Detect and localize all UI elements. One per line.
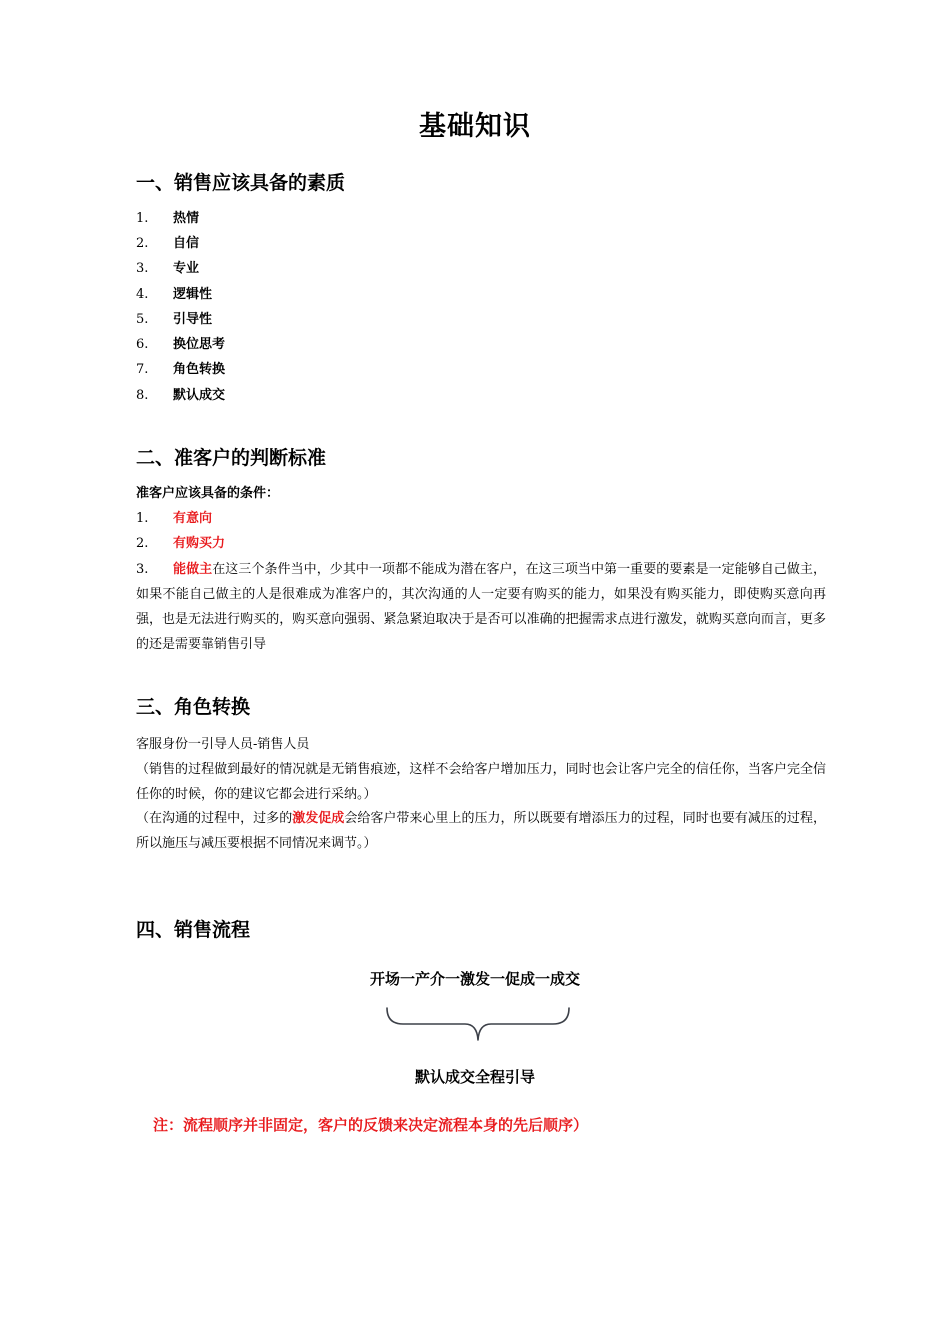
list-text: 角色转换 [173, 362, 226, 377]
list-number: 3. [136, 562, 149, 577]
curly-brace-icon [385, 1006, 571, 1044]
list-number: 1. [136, 511, 149, 526]
section2-heading: 二、准客户的判断标准 [136, 447, 327, 469]
list-number: 8. [136, 388, 149, 403]
list-number: 5. [136, 312, 149, 327]
list-number: 2. [136, 536, 149, 551]
section3-line1: 客服身份一引导人员-销售人员 [136, 737, 310, 752]
section4-heading: 四、销售流程 [136, 919, 251, 941]
section3-paragraph-2 [136, 806, 826, 856]
list-item [136, 534, 225, 554]
list-text-highlight: 有意向 [173, 511, 213, 526]
list-number: 7. [136, 362, 149, 377]
section2-lead: 准客户应该具备的条件： [136, 486, 280, 501]
section3-paragraph-1: （销售的过程做到最好的情况就是无销售痕迹，这样不会给客户增加压力，同时也会让客户完全的信任你，当客户完全信任你的时候，你的建议它都会进行采纳。） [136, 762, 826, 802]
list-item [136, 259, 199, 279]
sales-flow: 开场一产介一激发一促成一成交 [369, 970, 580, 988]
list-text: 逻辑性 [173, 287, 213, 302]
list-text: 默认成交 [173, 388, 226, 403]
paragraph-text: （在沟通的过程中，过多的 [136, 811, 293, 826]
paragraph-text: 在这三个条件当中，少其中一项都不能成为潜在客户，在这三项当中第一重要的要素是一定能够自己做主，如果不能自己做主的人是很难成为准客户的，其次沟通的人一定要有购买的能力，如果没有购买能力，即使购买意向再强，也是无法进行购买的，购买意向强弱、紧急紧迫取决于是否可以准确的把握需求点进行激发，就购买意向而言，更多的还是需要靠销售引导 [136, 562, 826, 652]
paragraph-text: 会给客户带来心里上的压力，所以既要有增添压力的过程，同时也要有减压的过程，所以施压与减压要根据不同情况来调节。） [136, 811, 826, 851]
page-title: 基础知识 [419, 111, 531, 142]
list-number: 1. [136, 211, 149, 226]
list-item [136, 285, 212, 305]
list-text: 专业 [173, 261, 200, 276]
list-text-highlight: 有购买力 [173, 536, 226, 551]
flow-note: 注：流程顺序并非固定，客户的反馈来决定流程本身的先后顺序） [153, 1116, 589, 1134]
list-text: 热情 [173, 211, 200, 226]
list-number: 6. [136, 337, 149, 352]
list-item [136, 386, 225, 406]
list-item [136, 509, 212, 529]
list-item [136, 310, 212, 330]
section2-item3-paragraph [136, 557, 826, 657]
section1-heading: 一、销售应该具备的素质 [136, 172, 346, 194]
list-item [136, 335, 225, 355]
highlight-text: 激发促成 [292, 811, 345, 826]
list-text: 引导性 [173, 312, 213, 327]
list-item [136, 360, 225, 380]
list-item [136, 234, 199, 254]
list-text: 自信 [173, 236, 200, 251]
flow-summary: 默认成交全程引导 [414, 1068, 535, 1086]
highlight-text: 能做主 [173, 562, 213, 577]
list-number: 2. [136, 236, 149, 251]
list-text: 换位思考 [173, 337, 226, 352]
list-item [136, 209, 199, 229]
section3-heading: 三、角色转换 [136, 696, 251, 718]
list-number: 4. [136, 287, 149, 302]
list-number: 3. [136, 261, 149, 276]
